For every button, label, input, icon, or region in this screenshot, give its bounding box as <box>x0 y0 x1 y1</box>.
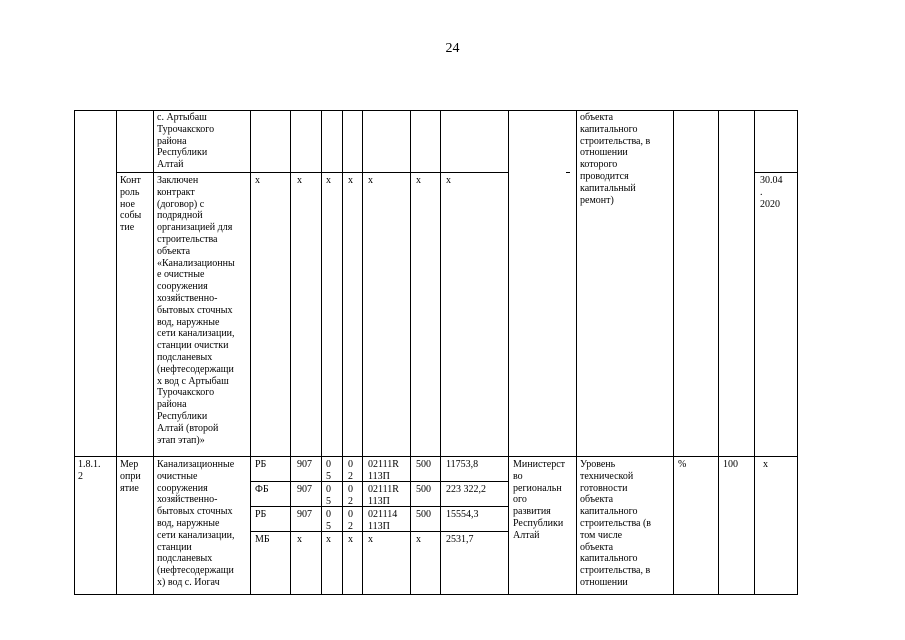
subrow-pr: 0 2 <box>348 484 353 507</box>
control-event-description: Заключен контракт (договор) с подрядной организацией для строительства объекта «Канализационны е очистные сооружения хозяйственно- бытовых сточных вод, наружные сети канализации, станции очистки подсланевых (нефтесодержащи х вод с Артыбаш Турочакского района Республики Алтай (второй этап этап)» <box>157 175 235 446</box>
subrow-vr: 500 <box>416 484 431 495</box>
subrow-budget: РБ <box>255 459 267 470</box>
column-divider <box>342 110 343 595</box>
measure-name: Канализационные очистные сооружения хозяйственно- бытовых сточных вод, наружные сети канализации, станции подсланевых (нефтесодержащи х) вод с. Иогач <box>157 459 235 588</box>
control-event-x-rz: х <box>326 175 331 186</box>
measure-target: 100 <box>723 459 738 470</box>
subrow-vr: х <box>416 534 421 545</box>
column-divider <box>718 110 719 595</box>
measure-mark: х <box>763 459 768 470</box>
column-divider <box>74 110 75 595</box>
subrow-rz: 0 5 <box>326 509 331 532</box>
control-event-x-csr: х <box>368 175 373 186</box>
column-divider <box>362 110 363 595</box>
measure-number: 1.8.1. 2 <box>78 459 101 482</box>
column-divider <box>440 110 441 595</box>
page-number: 24 <box>445 41 460 56</box>
subrow-vr: 500 <box>416 459 431 470</box>
subrow-rz: 0 5 <box>326 484 331 507</box>
column-divider <box>797 110 798 595</box>
column-divider <box>116 110 117 595</box>
subrow-csr: х <box>368 534 373 545</box>
subrow-amount: 15554,3 <box>446 509 479 520</box>
column-divider <box>250 110 251 595</box>
subrow-rz: 0 5 <box>326 459 331 482</box>
control-event-type: Конт роль ное собы тие <box>120 175 142 234</box>
measure-type: Мер опри ятие <box>120 459 141 494</box>
column-divider <box>673 110 674 595</box>
control-event-x-vr: х <box>416 175 421 186</box>
subrow-pr: х <box>348 534 353 545</box>
subrow-grbs: 907 <box>297 484 312 495</box>
subrow-rz: х <box>326 534 331 545</box>
measure-executor: Министерст во региональн ого развития Республики Алтай <box>513 459 566 541</box>
subrow-budget: ФБ <box>255 484 269 495</box>
table-bottom-border <box>74 594 798 595</box>
subrow-grbs: 907 <box>297 509 312 520</box>
control-event-x-pr: х <box>348 175 353 186</box>
subrow-csr: 02111R 113П <box>368 484 399 507</box>
measure-indicator: Уровень технической готовности объекта капитального строительства (в том числе объекта капитального строительства, в отношении <box>580 459 652 588</box>
subrow-amount: 223 322,2 <box>446 484 486 495</box>
column-divider <box>153 110 154 595</box>
subrow-budget: РБ <box>255 509 267 520</box>
subrow-grbs: х <box>297 534 302 545</box>
subrow-pr: 0 2 <box>348 459 353 482</box>
column-divider <box>508 110 509 595</box>
row-divider <box>116 172 508 173</box>
indicator-continuation-text: объекта капитального строительства, в отношении которого проводится капитальный ремонт) <box>580 112 651 206</box>
row-divider <box>74 456 798 457</box>
subrow-budget: МБ <box>255 534 270 545</box>
row-divider <box>566 172 570 173</box>
location-text: с. Артыбаш Турочакского района Республики Алтай <box>157 112 215 171</box>
column-divider <box>576 110 577 595</box>
subrow-grbs: 907 <box>297 459 312 470</box>
subrow-csr: 021114 113П <box>368 509 398 532</box>
column-divider <box>321 110 322 595</box>
row-divider <box>754 172 798 173</box>
subrow-amount: 2531,7 <box>446 534 474 545</box>
subrow-csr: 02111R 113П <box>368 459 399 482</box>
control-event-x-amount: х <box>446 175 451 186</box>
control-event-date: 30.04 . 2020 <box>760 175 783 210</box>
subrow-pr: 0 2 <box>348 509 353 532</box>
column-divider <box>410 110 411 595</box>
control-event-x-budget: х <box>255 175 260 186</box>
column-divider <box>754 110 755 595</box>
measure-unit: % <box>678 459 687 470</box>
table-top-border <box>74 110 798 111</box>
control-event-x-grbs: х <box>297 175 302 186</box>
subrow-amount: 11753,8 <box>446 459 479 470</box>
column-divider <box>290 110 291 595</box>
subrow-vr: 500 <box>416 509 431 520</box>
